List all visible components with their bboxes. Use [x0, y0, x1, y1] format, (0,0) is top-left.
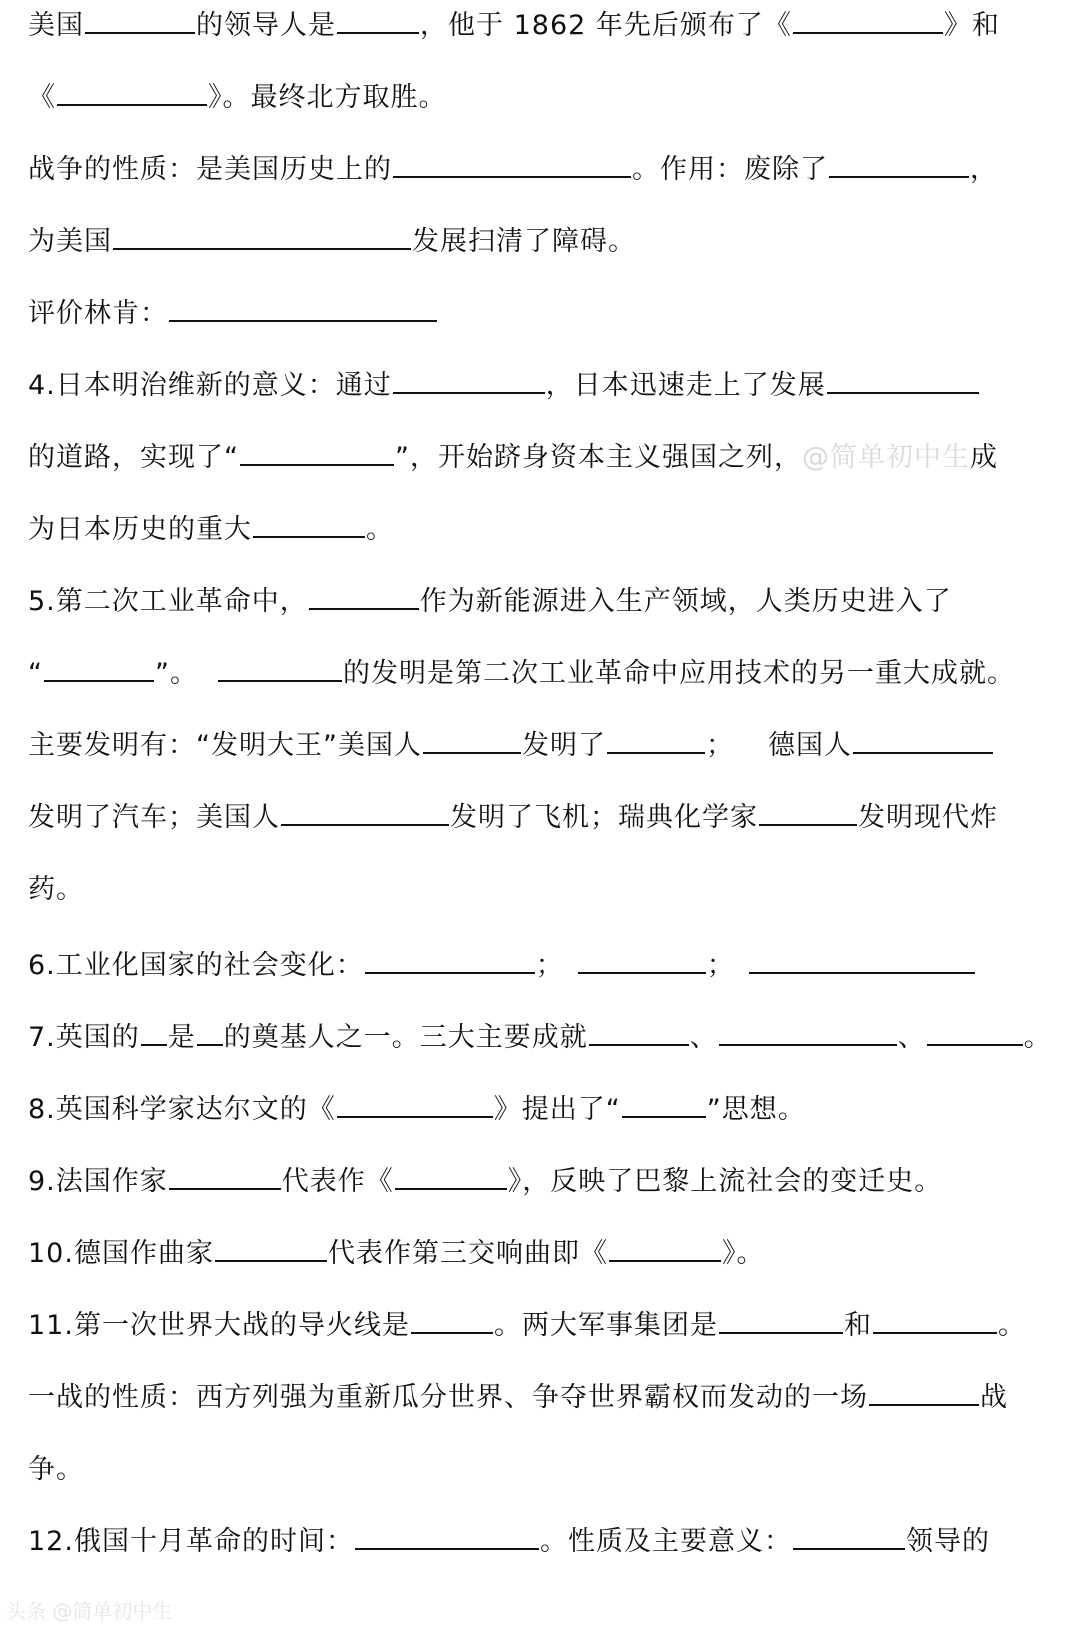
text: 7.英国的 — [28, 1022, 140, 1053]
blank-field[interactable] — [589, 1044, 689, 1046]
blank-field[interactable] — [218, 680, 342, 682]
text: 。 — [366, 514, 394, 545]
blank-field[interactable] — [395, 1188, 507, 1190]
blank-field[interactable] — [57, 104, 207, 106]
text: 4.日本明治维新的意义：通过 — [28, 370, 392, 401]
text: ； — [706, 950, 735, 981]
blank-field[interactable] — [719, 1044, 897, 1046]
text: 》。最终北方取胜。 — [208, 82, 447, 113]
text: 。 — [1023, 1022, 1052, 1053]
blank-field[interactable] — [281, 824, 449, 826]
text: 的发明是第二次工业革命中应用技术的另一重大成就。 — [343, 658, 1015, 689]
text: 战争的性质：是美国历史上的 — [28, 154, 392, 185]
line-4 — [28, 224, 1070, 260]
line-12 — [28, 800, 1070, 836]
blank-field[interactable] — [793, 1548, 905, 1550]
text: 和 — [843, 1310, 872, 1341]
blank-field[interactable] — [253, 536, 365, 538]
text: 》。 — [721, 1238, 765, 1269]
line-10 — [28, 656, 1070, 692]
blank-field[interactable] — [829, 176, 969, 178]
blank-field[interactable] — [197, 1044, 223, 1046]
line-5 — [28, 296, 1070, 332]
text: 11.第一次世界大战的导火线是 — [28, 1310, 410, 1341]
text: ，日本迅速走上了发展 — [545, 370, 826, 401]
blank-field[interactable] — [44, 680, 154, 682]
blank-field[interactable] — [609, 1260, 721, 1262]
text: “ — [28, 658, 43, 689]
text: 。性质及主要意义： — [539, 1526, 792, 1557]
blank-field[interactable] — [141, 1044, 167, 1046]
corner-watermark: 头条 @简单初中生 — [6, 1599, 173, 1623]
text: 代表作《 — [281, 1166, 394, 1197]
text: 主要发明有：“发明大王”美国人 — [28, 730, 422, 761]
blank-field[interactable] — [411, 1332, 493, 1334]
text: 的领导人是 — [196, 10, 336, 41]
line-6 — [28, 368, 1070, 404]
blank-field[interactable] — [853, 752, 993, 754]
blank-field[interactable] — [873, 1332, 997, 1334]
blank-field[interactable] — [622, 1116, 706, 1118]
line-22 — [28, 1524, 1070, 1560]
text: 、 — [689, 1022, 718, 1053]
text: 评价林肯： — [28, 298, 168, 329]
blank-field[interactable] — [869, 1404, 979, 1406]
blank-field[interactable] — [215, 1260, 327, 1262]
text: ”思想。 — [706, 1094, 806, 1125]
text: 发明了汽车；美国人 — [28, 802, 280, 833]
line-2 — [28, 80, 1070, 116]
line-20 — [28, 1380, 1070, 1416]
text: 。两大军事集团是 — [493, 1310, 718, 1341]
text: 5.第二次工业革命中， — [28, 586, 308, 617]
line-18 — [28, 1236, 1070, 1272]
blank-field[interactable] — [927, 1044, 1023, 1046]
text: ”。 — [155, 658, 198, 689]
text: ，他于 1862 年先后颁布了《 — [420, 10, 792, 41]
line-8 — [28, 512, 1070, 548]
blank-field[interactable] — [719, 1332, 843, 1334]
text: 。作用：废除了 — [632, 154, 828, 185]
text: 发展扫清了障碍。 — [412, 226, 636, 257]
line-3 — [28, 152, 1070, 188]
text: 12.俄国十月革命的时间： — [28, 1526, 354, 1557]
line-13 — [28, 872, 1070, 908]
text: 6.工业化国家的社会变化： — [28, 950, 364, 981]
text: 争。 — [28, 1454, 84, 1485]
blank-field[interactable] — [827, 392, 979, 394]
text: 成 — [970, 442, 998, 473]
blank-field[interactable] — [240, 464, 394, 466]
line-16 — [28, 1092, 1070, 1128]
text: 、 — [897, 1022, 926, 1053]
blank-field[interactable] — [749, 972, 975, 974]
blank-field[interactable] — [337, 32, 419, 34]
text: 药。 — [28, 874, 84, 905]
blank-field[interactable] — [337, 1116, 493, 1118]
blank-field[interactable] — [113, 248, 411, 250]
text: ； — [535, 950, 564, 981]
text: ； — [705, 730, 734, 761]
text: 8.英国科学家达尔文的《 — [28, 1094, 336, 1125]
line-14 — [28, 948, 1070, 984]
text: 是 — [167, 1022, 196, 1053]
text: 美国 — [28, 10, 84, 41]
text: 为美国 — [28, 226, 112, 257]
blank-field[interactable] — [578, 972, 706, 974]
text: 。 — [997, 1310, 1026, 1341]
text: 为日本历史的重大 — [28, 514, 252, 545]
text: 《 — [28, 82, 56, 113]
text: 发明现代炸 — [858, 802, 998, 833]
blank-field[interactable] — [169, 1188, 281, 1190]
text: 一战的性质：西方列强为重新瓜分世界、争夺世界霸权而发动的一场 — [28, 1382, 868, 1413]
text: 发明了飞机；瑞典化学家 — [450, 802, 758, 833]
blank-field[interactable] — [393, 176, 631, 178]
text: 的奠基人之一。三大主要成就 — [223, 1022, 588, 1053]
blank-field[interactable] — [309, 608, 419, 610]
text: 》和 — [943, 10, 1000, 41]
blank-field[interactable] — [423, 752, 521, 754]
line-19 — [28, 1308, 1070, 1344]
blank-field[interactable] — [759, 824, 857, 826]
blank-field[interactable] — [607, 752, 705, 754]
text: ， — [970, 154, 998, 185]
text: 作为新能源进入生产领域，人类历史进入了 — [419, 586, 952, 617]
text: 9.法国作家 — [28, 1166, 168, 1197]
text: 的道路，实现了“ — [28, 442, 239, 473]
line-11 — [28, 728, 1070, 764]
text: 战 — [980, 1382, 1008, 1413]
blank-field[interactable] — [393, 392, 545, 394]
text: 》提出了“ — [493, 1094, 621, 1125]
blank-field[interactable] — [85, 32, 195, 34]
line-17 — [28, 1164, 1070, 1200]
blank-field[interactable] — [793, 32, 943, 34]
text: ”，开始跻身资本主义强国之列， — [395, 442, 802, 473]
blank-field[interactable] — [365, 972, 535, 974]
text: 10.德国作曲家 — [28, 1238, 214, 1269]
line-15 — [28, 1020, 1070, 1056]
text: 领导的 — [905, 1526, 990, 1557]
text: 德国人 — [767, 730, 852, 761]
blank-field[interactable] — [169, 320, 437, 322]
text: 发明了 — [521, 730, 606, 761]
watermark: @简单初中生 — [802, 442, 970, 473]
blank-field[interactable] — [355, 1548, 539, 1550]
text: 》，反映了巴黎上流社会的变迁史。 — [507, 1166, 943, 1197]
line-21 — [28, 1452, 1070, 1488]
text: 代表作第三交响曲即《 — [327, 1238, 608, 1269]
line-7 — [28, 440, 1070, 476]
line-9 — [28, 584, 1070, 620]
line-1 — [28, 8, 1070, 44]
